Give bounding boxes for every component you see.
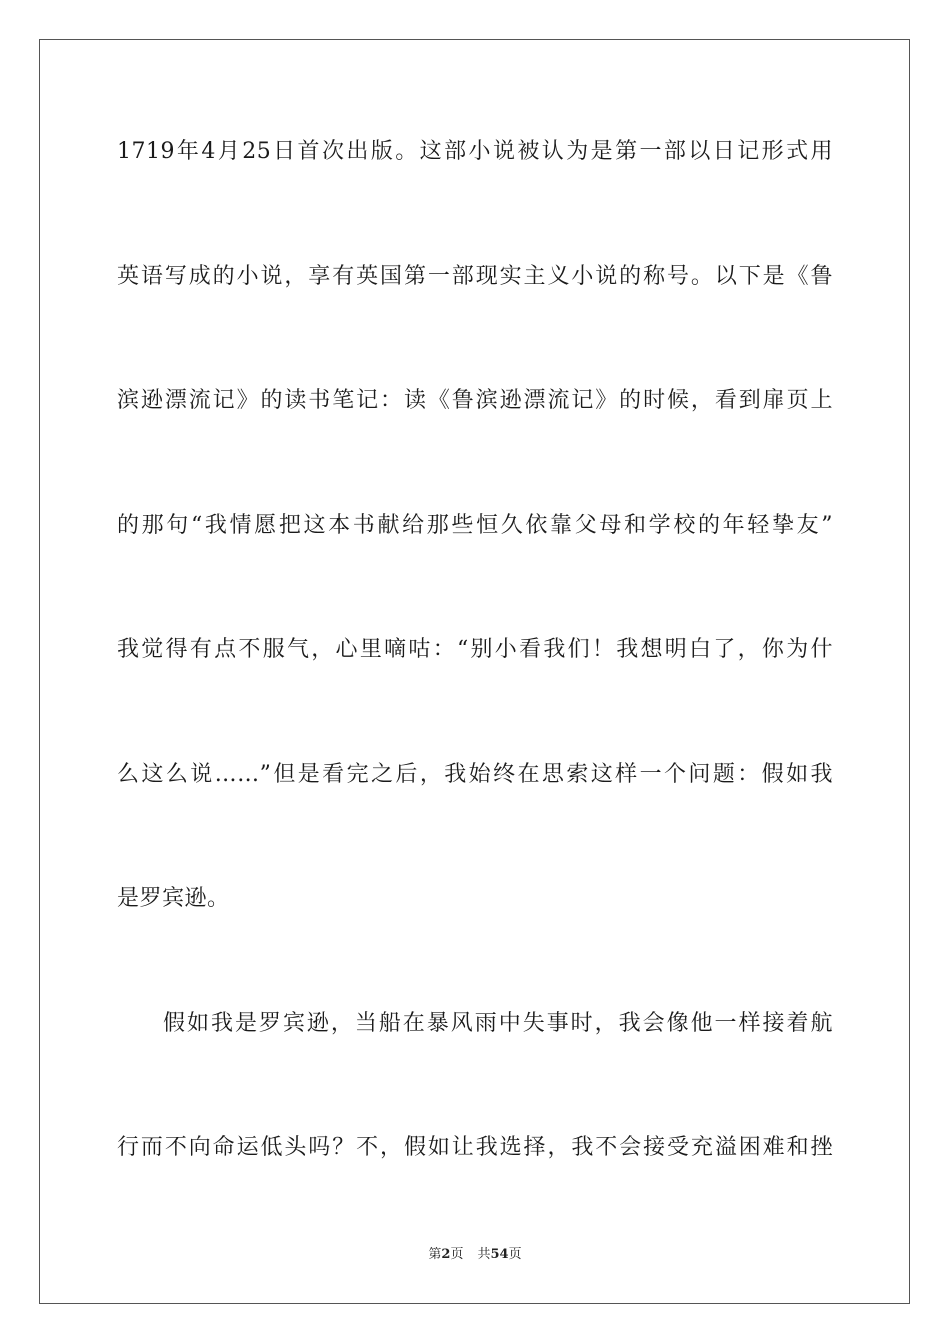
body-line-1: 1719年4月25日首次出版。这部小说被认为是第一部以日记形式用 [117,139,833,164]
total-prefix: 共 [477,1247,491,1262]
body-line-9: 行而不向命运低头吗？不，假如让我选择，我不会接受充溢困难和挫 [117,1135,833,1160]
page-total: 54 [490,1247,509,1262]
body-line-5: 我觉得有点不服气，心里嘀咕：“别小看我们！我想明白了，你为什 [117,637,833,662]
body-line-2: 英语写成的小说，享有英国第一部现实主义小说的称号。以下是《鲁 [117,264,833,289]
total-suffix: 页 [508,1247,522,1262]
body-line-8: 假如我是罗宾逊，当船在暴风雨中失事时，我会像他一样接着航 [163,1011,833,1036]
body-line-6: 么这么说……”但是看完之后，我始终在思索这样一个问题：假如我 [117,762,833,787]
page-current: 2 [441,1247,451,1262]
page-border [39,39,910,1304]
body-line-3: 滨逊漂流记》的读书笔记：读《鲁滨逊漂流记》的时候，看到扉页上 [117,388,833,413]
page-suffix: 页 [450,1247,464,1262]
body-line-7: 是罗宾逊。 [117,886,230,911]
page-footer [0,1246,950,1264]
body-line-4: 的那句“我情愿把这本书献给那些恒久依靠父母和学校的年轻挚友” [117,513,833,538]
page-prefix: 第 [428,1247,442,1262]
